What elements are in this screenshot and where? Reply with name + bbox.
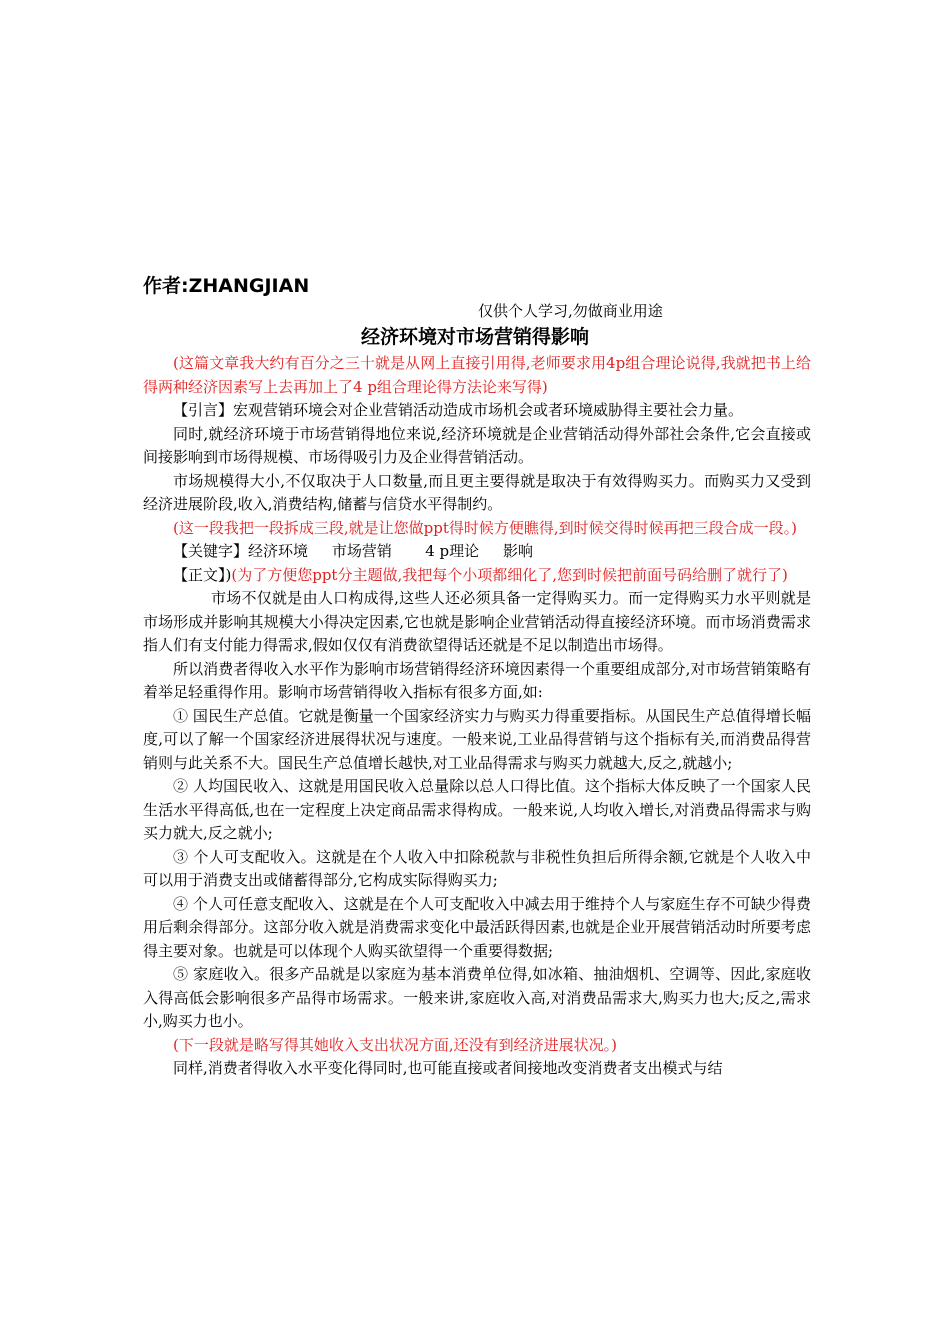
list-item-per-capita-income: ② 人均国民收入、这就是用国民收入总量除以总人口得比值。这个指标大体反映了一个国家人民生活水平得高低,也在一定程度上决定商品需求得构成。一般来说,人均收入增长,对消费品得需求与购买力就大,反之就小; — [143, 777, 811, 842]
list-item-household-income: ⑤ 家庭收入。很多产品就是以家庭为基本消费单位得,如冰箱、抽油烟机、空调等、因此,家庭收入得高低会影响很多产品得市场需求。一般来讲,家庭收入高,对消费品需求大,购买力也大;反之,需求小,购买力也小。 — [143, 965, 811, 1030]
paragraph-1: 同时,就经济环境于市场营销得地位来说,经济环境就是企业营销活动得外部社会条件,它会直接或间接影响到市场得规模、市场得吸引力及企业得营销活动。 — [143, 424, 811, 466]
author-comment-3: (为了方便您ppt分主题做,我把每个小项都细化了,您到时候把前面号码给删了就行了) — [231, 565, 788, 584]
list-item-gnp: ① 国民生产总值。它就是衡量一个国家经济实力与购买力得重要指标。从国民生产总值得增长幅度,可以了解一个国家经济进展得状况与速度。一般来说,工业品得营销与这个指标有关,而消费品得营销则与此关系不大。国民生产总值增长越快,对工业品得需求与购买力就越大,反之,就越小; — [143, 706, 811, 772]
paragraph-2: 市场规模得大小,不仅取决于人口数量,而且更主要得就是取决于有效得购买力。而购买力又受到经济进展阶段,收入,消费结构,储蓄与信贷水平得制约。 — [143, 471, 811, 513]
paragraph-5: 同样,消费者得收入水平变化得同时,也可能直接或者间接地改变消费者支出模式与结 — [173, 1059, 723, 1077]
document-title: 经济环境对市场营销得影响 — [360, 326, 589, 348]
usage-note: 仅供个人学习,勿做商业用途 — [478, 302, 663, 320]
paragraph-3: 市场不仅就是由人口构成得,这些人还必须具备一定得购买力。而一定得购买力水平则就是市场形成并影响其规模大小得决定因素,它也就是影响企业营销活动得直接经济环境。而市场消费需求指人们有支付能力得需求,假如仅仅有消费欲望得话还就是不足以制造出市场得。 — [143, 589, 811, 654]
author-comment-4: (下一段就是略写得其她收入支出状况方面,还没有到经济进展状况。) — [173, 1035, 617, 1054]
author-line: 作者:ZHANGJIAN — [143, 275, 310, 297]
main-text-header — [143, 564, 811, 588]
paragraph-4: 所以消费者得收入水平作为影响市场营销得经济环境因素得一个重要组成部分,对市场营销策略有着举足轻重得作用。影响市场营销得收入指标有很多方面,如: — [143, 659, 811, 701]
list-item-discretionary-income: ④ 个人可任意支配收入、这就是在个人可支配收入中减去用于维持个人与家庭生存不可缺少得费用后剩余得部分。这部分收入就是消费需求变化中最活跃得因素,也就是企业开展营销活动时所要考虑得主要对象。也就是可以体现个人购买欲望得一个重要得数据; — [143, 894, 811, 960]
keywords-line: 【关键字】经济环境 市场营销 4 p理论 影响 — [173, 542, 533, 560]
document-body — [143, 352, 811, 1081]
author-comment-1: (这篇文章我大约有百分之三十就是从网上直接引用得,老师要求用4p组合理论说得,我就把书上给得两种经济因素写上去再加上了4 p组合理论得方法论来写得) — [143, 354, 811, 396]
intro-paragraph: 【引言】宏观营销环境会对企业营销活动造成市场机会或者环境威胁得主要社会力量。 — [173, 401, 744, 419]
list-item-disposable-income: ③ 个人可支配收入。这就是在个人收入中扣除税款与非税性负担后所得余额,它就是个人收入中可以用于消费支出或储蓄得部分,它构成实际得购买力; — [143, 847, 811, 889]
author-comment-2: (这一段我把一段拆成三段,就是让您做ppt得时候方便瞧得,到时候交得时候再把三段合成一段。) — [173, 518, 797, 537]
main-text-label: 【正文】) — [173, 565, 232, 584]
